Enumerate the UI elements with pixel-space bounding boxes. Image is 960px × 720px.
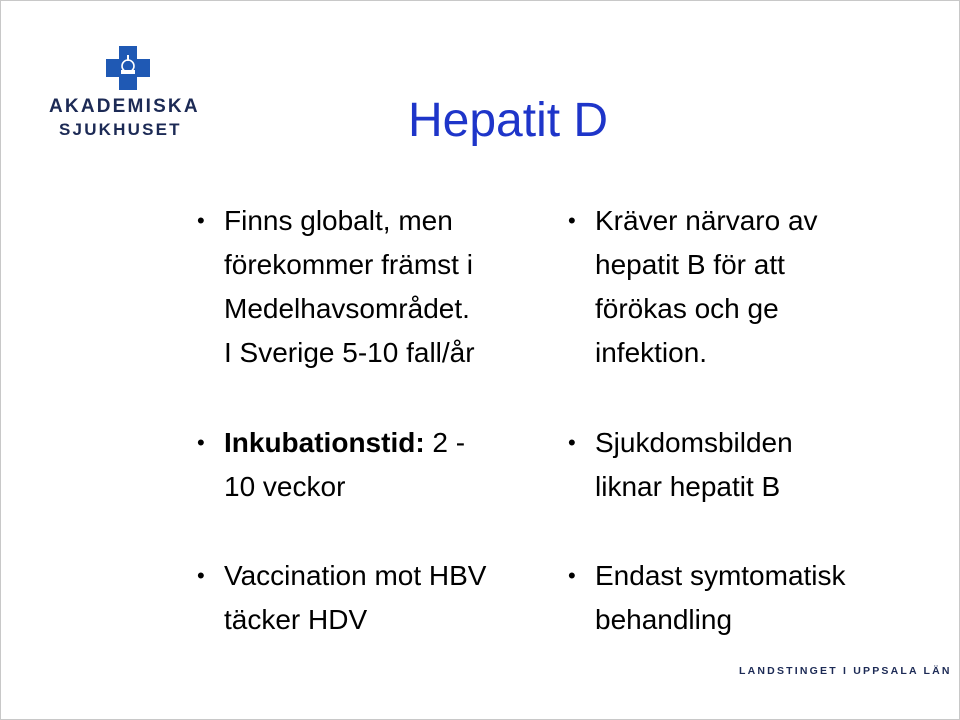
bullet-line-wrap xyxy=(595,598,935,642)
bullet-list-left-2 xyxy=(197,421,554,509)
bullet-line-wrap xyxy=(224,331,554,375)
bullet-item xyxy=(197,199,554,243)
bullet-item xyxy=(197,554,554,598)
bullet-line: Medelhavsområdet. xyxy=(224,293,470,324)
bullet-line: Sjukdomsbilden xyxy=(595,427,793,458)
bullet-line: liknar hepatit B xyxy=(595,471,781,502)
akademiska-logo xyxy=(49,45,209,155)
bullet-line-wrap xyxy=(224,465,554,509)
bullet-list-left-1 xyxy=(197,199,554,375)
bullet-list-right-1 xyxy=(568,199,935,375)
bullet-line: behandling xyxy=(595,604,733,635)
bullet-dot-icon: • xyxy=(568,430,576,455)
bullet-dot-icon: • xyxy=(197,563,205,588)
bullet-line: I Sverige 5-10 fall/år xyxy=(224,337,475,368)
bullet-line: infektion. xyxy=(595,337,708,368)
bullet-line: Vaccination mot HBV xyxy=(224,560,487,591)
bullet-line-wrap xyxy=(595,331,935,375)
bullet-bold-label: Inkubationstid: xyxy=(224,427,425,458)
bullet-line: förekommer främst i xyxy=(224,249,473,280)
bullet-item xyxy=(568,554,935,598)
logo-text-akademiska: AKADEMISKA xyxy=(49,96,200,117)
bullet-line-wrap xyxy=(595,243,935,287)
bullet-line-wrap xyxy=(224,243,554,287)
bullet-dot-icon: • xyxy=(568,208,576,233)
bullet-line: hepatit B för att xyxy=(595,249,785,280)
bullet-line: 10 veckor xyxy=(224,471,346,502)
bullet-line-wrap xyxy=(224,598,554,642)
bullet-list-right-3 xyxy=(568,554,935,642)
bullet-line: Kräver närvaro av xyxy=(595,205,818,236)
bullet-item xyxy=(568,199,935,243)
bullet-dot-icon: • xyxy=(197,208,205,233)
cross-emblem-icon xyxy=(106,46,150,90)
bullet-line: täcker HDV xyxy=(224,604,368,635)
bullet-line: förökas och ge xyxy=(595,293,779,324)
bullet-line-wrap xyxy=(595,287,935,331)
bullet-line-wrap xyxy=(224,287,554,331)
bullet-line-wrap xyxy=(595,465,935,509)
bullet-line: Endast symtomatisk xyxy=(595,560,846,591)
bullet-item xyxy=(197,421,554,465)
logo-text-sjukhuset: SJUKHUSET xyxy=(59,120,182,139)
bullet-item xyxy=(568,421,935,465)
bullet-line: Finns globalt, men xyxy=(224,205,453,236)
bullet-dot-icon: • xyxy=(568,563,576,588)
bullet-line: 2 - xyxy=(424,427,466,458)
bullet-list-left-3 xyxy=(197,554,554,642)
footer-landstinget: LANDSTINGET I UPPSALA LÄN xyxy=(739,665,952,677)
bullet-list-right-2 xyxy=(568,421,935,509)
bullet-dot-icon: • xyxy=(197,430,205,455)
slide-title: Hepatit D xyxy=(408,94,609,147)
